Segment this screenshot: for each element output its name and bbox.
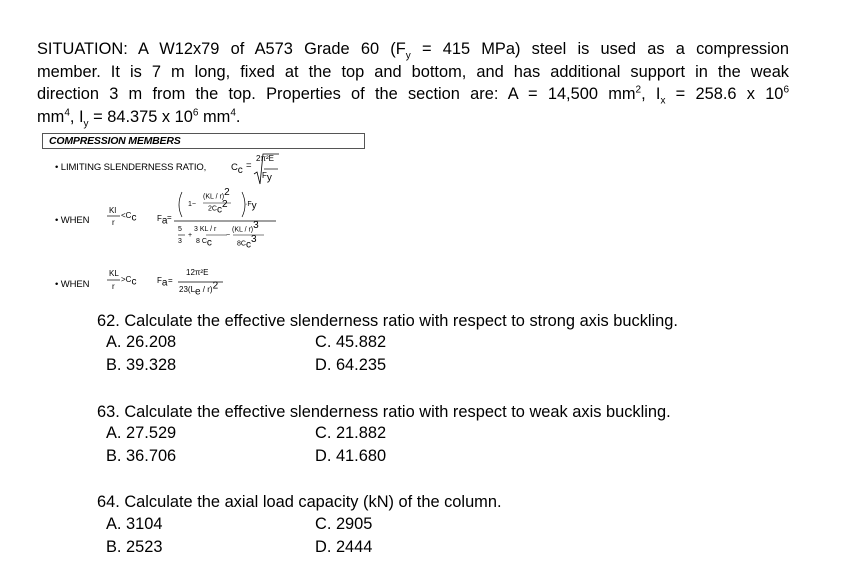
limiting-label: • LIMITING SLENDERNESS RATIO, xyxy=(55,162,207,173)
question-62: 62. Calculate the effective slenderness ratio with respect to strong axis buckling. xyxy=(97,312,678,330)
q63-option-a[interactable]: A. 27.529 xyxy=(106,424,177,442)
fa1-den-minus: − xyxy=(226,232,231,239)
fa2-numerator: 12π²E xyxy=(186,268,209,277)
fa1-den-5: 5 xyxy=(178,226,182,233)
fa1-fy: $\cdot F_y$ xyxy=(245,200,257,212)
fa1-den-3: 3 xyxy=(178,238,182,245)
fa1-equals: = xyxy=(167,213,172,222)
when-label-2: • WHEN xyxy=(55,279,90,290)
fa1-den-3klr: 3 KL / r xyxy=(194,226,217,233)
fa1-den-klr-cubed: (KL / r)$^3$ xyxy=(232,220,259,234)
question-63: 63. Calculate the effective slenderness ratio with respect to weak axis buckling. xyxy=(97,403,671,421)
q63-option-c[interactable]: C. 21.882 xyxy=(315,424,387,442)
fa1-den-plus: + xyxy=(188,232,193,239)
fa1-den-8cc-cubed: $8C_c^3$ xyxy=(237,234,257,251)
fa2-symbol: $F_a$ xyxy=(157,276,168,289)
q64-option-b[interactable]: B. 2523 xyxy=(106,538,163,556)
cond2-relation: $>C_c$ xyxy=(121,275,137,288)
q64-option-a[interactable]: A. 3104 xyxy=(106,515,163,533)
q62-option-d[interactable]: D. 64.235 xyxy=(315,356,387,374)
q63-option-d[interactable]: D. 41.680 xyxy=(315,447,387,465)
q62-option-c[interactable]: C. 45.882 xyxy=(315,333,387,351)
fa1-symbol: $F_a$ xyxy=(157,214,168,227)
cond1-numerator: Kl xyxy=(109,206,117,215)
fa2-denominator: $23(L_e / r)^2$ xyxy=(179,280,219,298)
situation-line-3: direction 3 m from the top. Properties of the section are: A = 14,500 $mm^2$, $I_x = 258.6$ x $10^6$ xyxy=(37,84,789,107)
q63-option-b[interactable]: B. 36.706 xyxy=(106,447,177,465)
fa1-den-8cc: 8 $C_c$ xyxy=(196,237,212,249)
cc-symbol: $C_c$ xyxy=(231,162,243,176)
compression-members-title: COMPRESSION MEMBERS xyxy=(49,135,181,147)
situation-line-4: $mm^4$, $I_y = 84.375$ x $10^6$ $mm^4$. xyxy=(37,107,241,129)
fa1-2cc-squared: $2C_c^2$ xyxy=(208,199,228,216)
q64-option-d[interactable]: D. 2444 xyxy=(315,538,373,556)
cc-equals: = xyxy=(246,160,252,171)
sqrt-numerator: 2π²E xyxy=(256,154,274,163)
compression-members-header xyxy=(42,133,365,149)
situation-line-2: member. It is 7 m long, fixed at the top and bottom, and has additional support in the weak xyxy=(37,62,789,81)
fa1-klr-squared: (KL / r)$^2$ xyxy=(203,187,230,201)
cond2-denominator: r xyxy=(112,282,115,291)
question-64: 64. Calculate the axial load capacity (kN) of the column. xyxy=(97,493,502,511)
q62-option-b[interactable]: B. 39.328 xyxy=(106,356,177,374)
cond1-relation: $<C_c$ xyxy=(121,211,137,224)
cond1-denominator: r xyxy=(112,218,115,227)
cond2-numerator: KL xyxy=(109,269,119,278)
when-label-1: • WHEN xyxy=(55,215,90,226)
situation-paragraph xyxy=(37,38,789,128)
fa2-equals: = xyxy=(168,276,173,285)
q62-option-a[interactable]: A. 26.208 xyxy=(106,333,177,351)
fa1-one-minus: 1− xyxy=(188,201,196,208)
q64-option-c[interactable]: C. 2905 xyxy=(315,515,373,533)
situation-line-1: SITUATION: A W12x79 of A573 Grade 60 ($F_y = 415$ MPa) steel is used as a compression xyxy=(37,40,789,62)
sqrt-denominator: $F_y$ xyxy=(262,171,272,184)
